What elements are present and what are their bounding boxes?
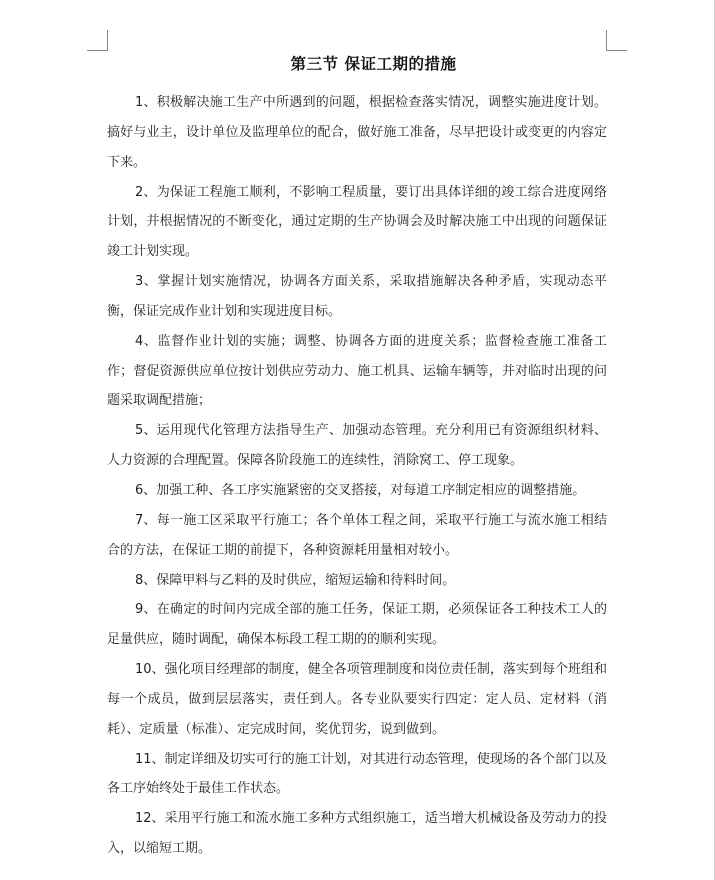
paragraph-11: 11、制定详细及切实可行的施工计划，对其进行动态管理，使现场的各个部门以及各工序始终处于最佳工作状态。 xyxy=(107,751,607,797)
paragraph-12: 12、采用平行施工和流水施工多种方式组织施工，适当增大机械设备及劳动力的投入，以缩短工期。 xyxy=(107,811,607,857)
paragraph-8: 8、保障甲料与乙料的及时供应，缩短运输和待料时间。 xyxy=(135,572,456,588)
paragraph-5: 5、运用现代化管理方法指导生产、加强动态管理。充分利用已有资源组织材料、人力资源的合理配置。保障各阶段施工的连续性，消除窝工、停工现象。 xyxy=(107,423,607,469)
paragraph-10: 10、强化项目经理部的制度，健全各项管理制度和岗位责任制，落实到每个班组和每一个成员，做到层层落实，责任到人。各专业队要实行四定：定人员、定材料（消耗）、定质量（标准）、定完成时间，奖优罚劣，说到做到。 xyxy=(107,662,607,737)
paragraph-6: 6、加强工种、各工序实施紧密的交叉搭接，对每道工序制定相应的调整措施。 xyxy=(135,482,586,498)
paragraph-9: 9、在确定的时间内完成全部的施工任务，保证工期，必须保证各工种技术工人的足量供应，随时调配，确保本标段工程工期的的顺利实现。 xyxy=(107,602,607,648)
paragraph-2: 2、为保证工程施工顺利，不影响工程质量，要订出具体详细的竣工综合进度网络计划，并根据情况的不断变化，通过定期的生产协调会及时解决施工中出现的问题保证竣工计划实现。 xyxy=(107,184,607,260)
paragraph-7: 7、每一施工区采取平行施工；各个单体工程之间，采取平行施工与流水施工相结合的方法，在保证工期的前提下，各种资源耗用量相对较小。 xyxy=(107,512,607,558)
document-body xyxy=(107,88,607,864)
margin-corner-mark-top-left xyxy=(87,30,108,51)
section-title: 第三节 保证工期的措施 xyxy=(290,55,457,73)
paragraph-4: 4、监督作业计划的实施；调整、协调各方面的进度关系；监督检查施工准备工作；督促资源供应单位按计划供应劳动力、施工机具、运输车辆等，并对临时出现的问题采取调配措施； xyxy=(107,333,607,409)
paragraph-1: 1、积极解决施工生产中所遇到的问题，根据检查落实情况，调整实施进度计划。搞好与业主，设计单位及监理单位的配合，做好施工准备，尽早把设计或变更的内容定下来。 xyxy=(107,95,607,170)
margin-corner-mark-top-right xyxy=(606,30,627,51)
paragraph-3: 3、掌握计划实施情况，协调各方面关系，采取措施解决各种矛盾，实现动态平衡，保证完成作业计划和实现进度目标。 xyxy=(107,274,607,319)
